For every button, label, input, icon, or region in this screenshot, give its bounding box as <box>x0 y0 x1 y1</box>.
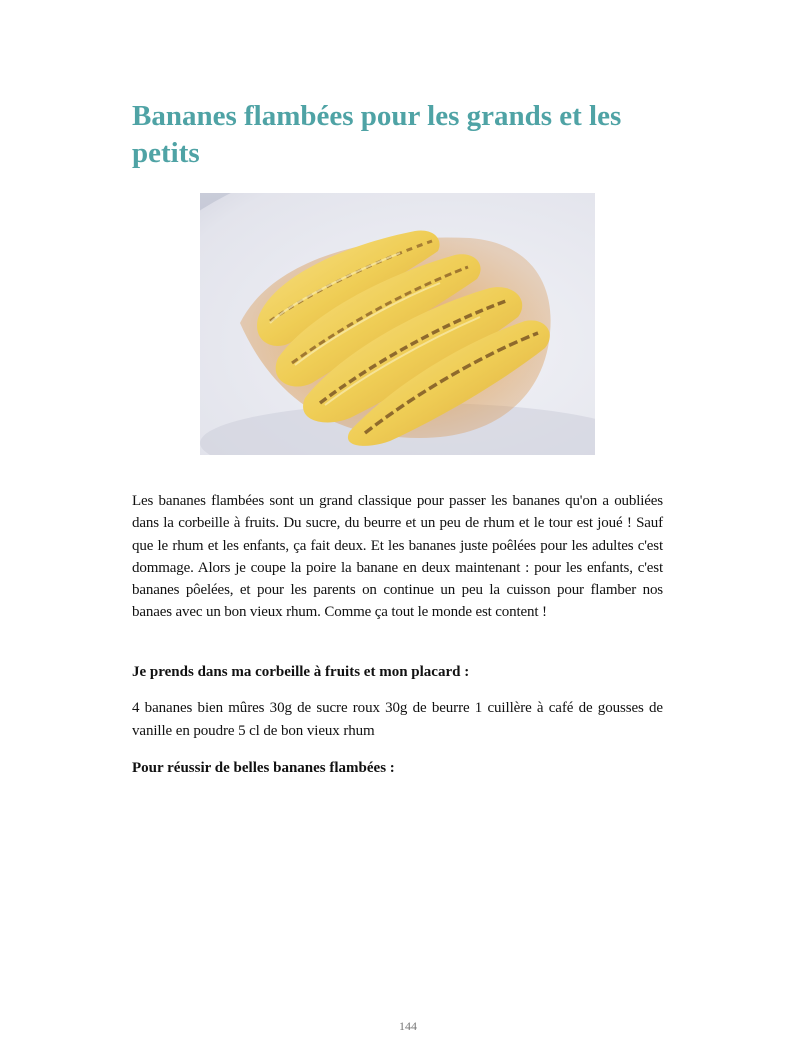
recipe-intro: Les bananes flambées sont un grand classique pour passer les bananes qu'on a oubliées dans la corbeille à fruits. Du sucre, du beurre et un peu de rhum et le tour est joué ! Sauf que le rhum et les enfants, ça fait deux. Et les bananes juste poêlées pour les adultes c'est dommage. Alors je coupe la poire la banane en deux maintenant : pour les enfants, c'est bananes pôelées, et pour les parents on continue un peu la cuisson pour flamber nos banaes avec un bon vieux rhum. Comme ça tout le monde est content ! <box>132 493 663 621</box>
ingredients-list: 4 bananes bien mûres 30g de sucre roux 30g de beurre 1 cuillère à café de gousses de vanille en poudre 5 cl de bon vieux rhum <box>132 700 663 739</box>
caramelized-bananas-photo <box>200 193 595 455</box>
ingredients-heading: Je prends dans ma corbeille à fruits et mon placard : <box>132 664 470 680</box>
recipe-photo <box>200 193 595 455</box>
method-heading: Pour réussir de belles bananes flambées : <box>132 760 395 776</box>
recipe-title: Bananes flambées pour les grands et les petits <box>132 100 622 169</box>
page-number: 144 <box>399 1019 417 1033</box>
